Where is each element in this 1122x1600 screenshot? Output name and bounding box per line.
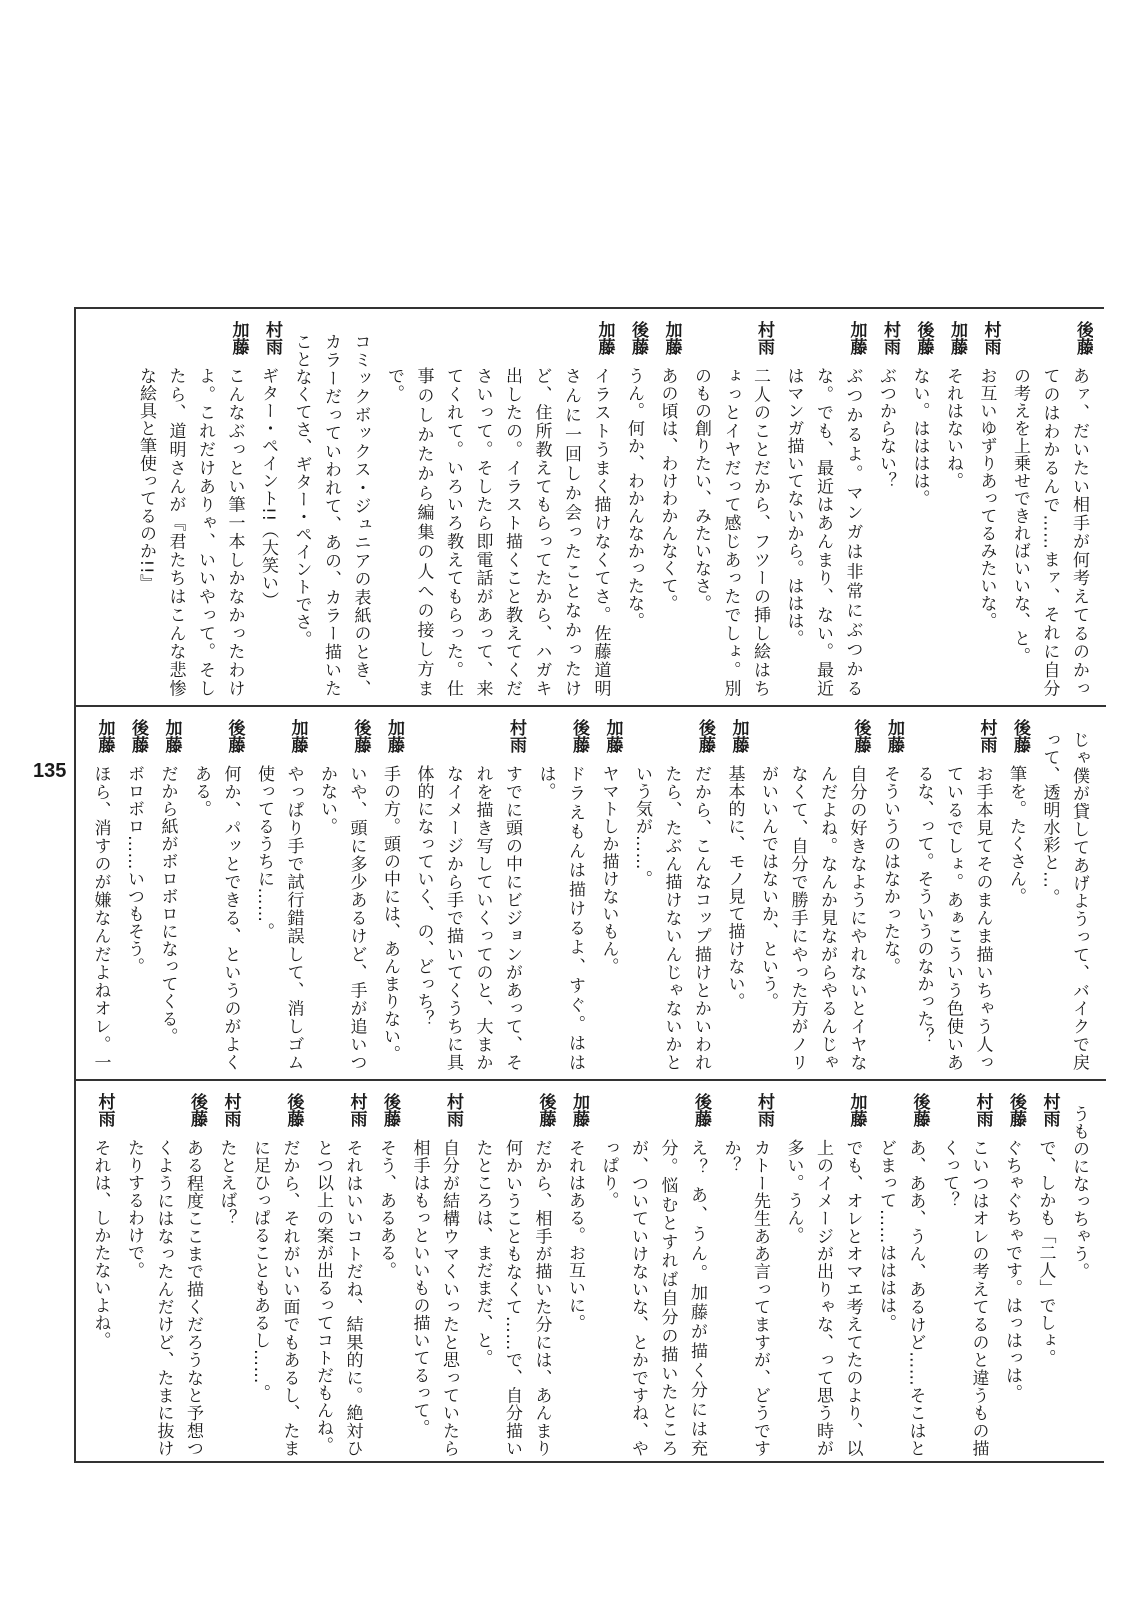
dialogue-turn <box>560 1093 590 1457</box>
speaker-name: 加藤 <box>384 719 404 753</box>
dialogue-text: ボロボロ……いつもそう。 <box>124 765 144 975</box>
dialogue-turn <box>1034 719 1093 1071</box>
dialogue-turn <box>652 321 682 697</box>
speaker-name: 村雨 <box>94 1093 115 1127</box>
speaker-name: 後藤 <box>1073 321 1093 355</box>
dialogue-turn <box>119 1093 208 1457</box>
dialogue-text: だから、相手が描いた分には、あんまり何かいうこともなくて……で、自分描いたところは、まだまだ、と。 <box>472 1139 552 1457</box>
dialogue-text: コミックボックス・ジュニアの表紙のとき、カラーだっていわれて、あの、カラー描いたことなくてさ、ギター・ペイントでさ。 <box>291 333 371 697</box>
speaker-name: 加藤 <box>846 321 867 355</box>
dialogue-text: ある程度ここまで描くだろうなと予想つくようにはなったんだけど、たまに抜けたりするわけで。 <box>124 1139 203 1457</box>
speaker-name: 村雨 <box>506 719 526 753</box>
speaker-name: 後藤 <box>283 1093 304 1127</box>
speaker-name: 後藤 <box>1010 719 1030 753</box>
dialogue-text: やっぱり手で試行錯誤して、消しゴム使ってるうちに……。 <box>254 765 304 1071</box>
speaker-name: 村雨 <box>220 1093 241 1127</box>
dialogue-text: ぶつかるよ。マンガは非常にぶつかるな。でも、最近はあんまり、ない。最近はマンガ描いてないから。ははは。 <box>783 367 863 697</box>
dialogue-turn <box>253 321 283 697</box>
page-number: 135 <box>33 760 67 782</box>
speaker-name: 加藤 <box>287 719 308 753</box>
dialogue-text: それは、しかたないよね。 <box>90 1139 111 1349</box>
speaker-name: 後藤 <box>224 719 245 753</box>
dialogue-text: そういうのはなかったな。 <box>880 765 900 975</box>
speaker-name: 村雨 <box>346 1093 367 1127</box>
speaker-name: 後藤 <box>1006 1093 1026 1127</box>
dialogue-text: 二人のことだから、フツーの挿し絵はちょっとイヤだって感じあったでしょ。別のもの創りたい、みたいなさ。 <box>691 367 770 697</box>
speaker-name: 後藤 <box>695 719 715 753</box>
dialogue-text: あァ、だいたい相手が何考えてるのかってのはわかるんで……まァ、それに自分の考えを上乗せできればいいな、と。 <box>1010 367 1089 697</box>
speaker-name: 後藤 <box>187 1093 207 1127</box>
dialogue-text: で、しかも「二人」でしょ。 <box>1035 1139 1056 1367</box>
speaker-name: 後藤 <box>628 321 648 355</box>
tier-divider <box>76 1079 1106 1081</box>
dialogue-turn <box>997 1093 1027 1457</box>
dialogue-text: ギター・ペイント!!（大笑い） <box>258 367 278 610</box>
speaker-name: 後藤 <box>909 1093 930 1127</box>
dialogue-text: イラストうまく描けなくてさ。佐藤道明さんに一回しか会ったことなかったけど、住所教えてもらってたから、ハガキ出したの。イラスト描くこと教えてくださいって。そしたら即電話があって、来てくれて。いろいろ教えてもらった。仕事のしかたから編集の人への接し方まで。 <box>384 367 611 697</box>
speaker-name: 加藤 <box>884 719 904 753</box>
dialogue-turn <box>1064 1093 1094 1457</box>
dialogue-turn <box>1001 719 1031 1071</box>
dialogue-turn <box>88 1093 115 1457</box>
dialogue-text: じゃ僕が貸してあげようって、バイクで戻って、透明水彩と…。 <box>1039 731 1089 1071</box>
dialogue-turn <box>186 719 245 1071</box>
speaker-name: 加藤 <box>947 321 967 355</box>
speaker-name: 加藤 <box>94 719 115 753</box>
dialogue-turn <box>467 1093 556 1457</box>
speaker-name: 後藤 <box>128 719 148 753</box>
dialogue-turn <box>627 719 716 1071</box>
dialogue-turn <box>249 719 308 1071</box>
speaker-name: 後藤 <box>350 719 371 753</box>
dialogue-turn <box>1005 321 1094 697</box>
dialogue-text: お互いゆずりあってるみたいな。 <box>976 367 997 630</box>
dialogue-turn <box>778 321 867 697</box>
dialogue-text: ない。はははは。 <box>909 367 930 507</box>
dialogue-turn <box>875 719 905 1071</box>
speaker-name: 後藤 <box>850 719 871 753</box>
tier-3 <box>88 1093 1093 1457</box>
dialogue-text: 自分の好きなようにやれないとイヤなんだよね。なんか見ながらやるんじゃなくて、自分で勝手にやった方がノリがいいんではないか、という。 <box>758 765 867 1071</box>
speaker-name: 後藤 <box>691 1093 711 1127</box>
dialogue-text: お手本見てそのまんま描いちゃう人っているでしょ。あぁこういう色使いあるな、って。そういうのなかった？ <box>913 765 993 1071</box>
speaker-name: 村雨 <box>980 321 1001 355</box>
dialogue-turn <box>971 321 1001 697</box>
dialogue-text: たとえば？ <box>216 1139 237 1227</box>
dialogue-turn <box>871 321 901 697</box>
dialogue-text: それはないね。 <box>943 367 963 490</box>
dialogue-turn <box>119 719 149 1071</box>
dialogue-turn <box>308 1093 367 1457</box>
tier-divider <box>76 705 1106 707</box>
dialogue-text: こいつはオレの考えてるのと違うもの描くって？ <box>939 1139 989 1457</box>
dialogue-text: ぶつからない？ <box>876 367 896 490</box>
dialogue-turn <box>408 719 526 1071</box>
speaker-name: 加藤 <box>846 1093 867 1127</box>
dialogue-text: カトー先生ああ言ってますが、どうですか？ <box>720 1139 770 1457</box>
speaker-name: 加藤 <box>161 719 182 753</box>
interview-frame <box>74 307 1104 1463</box>
dialogue-turn <box>778 1093 867 1457</box>
dialogue-turn <box>753 719 871 1071</box>
dialogue-text: 筆を。たくさん。 <box>1006 765 1026 905</box>
dialogue-text: うん。何か、わかんなかったな。 <box>624 367 644 630</box>
dialogue-text: 手の方。頭の中には、あんまりない。 <box>380 765 400 1063</box>
dialogue-text: 自分が結構ウマくいったと思っていたら相手はもっといいもの描いてるって。 <box>409 1139 459 1457</box>
speaker-name: 加藤 <box>661 321 682 355</box>
dialogue-turn <box>938 321 968 697</box>
dialogue-turn <box>245 1093 304 1457</box>
dialogue-turn <box>593 1093 711 1457</box>
dialogue-turn <box>715 1093 774 1457</box>
dialogue-turn <box>719 719 749 1071</box>
speaker-name: 加藤 <box>569 1093 589 1127</box>
dialogue-text: あ、ああ、うん、あるけど……そこはとどまって……はははは。 <box>876 1139 926 1457</box>
dialogue-turn <box>211 1093 241 1457</box>
speaker-name: 村雨 <box>976 719 997 753</box>
dialogue-text: だから、こんなコップ描けとかいわれたら、たぶん描けないんじゃないかという気が……。 <box>632 765 711 1071</box>
dialogue-text: 基本的に、モノ見て描けない。 <box>724 765 745 1010</box>
dialogue-text: ヤマトしか描けないもん。 <box>598 765 619 975</box>
dialogue-turn <box>286 321 375 697</box>
dialogue-turn <box>904 321 934 697</box>
dialogue-text: うものになっちゃう。 <box>1069 1105 1089 1280</box>
speaker-name: 村雨 <box>880 321 900 355</box>
dialogue-turn <box>686 321 775 697</box>
speaker-name: 村雨 <box>754 1093 774 1127</box>
speaker-name: 加藤 <box>594 321 615 355</box>
speaker-name: 村雨 <box>443 1093 463 1127</box>
speaker-name: 後藤 <box>913 321 934 355</box>
speaker-name: 後藤 <box>569 719 589 753</box>
dialogue-text: それはいいコトだね、結果的に。絶対ひとつ以上の案が出るってコトだもんね。 <box>313 1139 363 1457</box>
speaker-name: 村雨 <box>972 1093 993 1127</box>
dialogue-turn <box>404 1093 463 1457</box>
dialogue-text: そう、あるある。 <box>376 1139 396 1279</box>
speaker-name: 加藤 <box>228 321 249 355</box>
dialogue-turn <box>88 719 115 1071</box>
speaker-name: 加藤 <box>602 719 623 753</box>
dialogue-text: ドラえもんは描けるよ、すぐ。ははは。 <box>535 765 585 1071</box>
dialogue-text: ぐちゃぐちゃです。はっはっは。 <box>1002 1139 1022 1402</box>
speaker-name: 村雨 <box>262 321 282 355</box>
dialogue-turn <box>934 1093 993 1457</box>
dialogue-text: だから、それがいい面でもあるし、たまに足ひっぱることもあるし……。 <box>250 1139 300 1457</box>
dialogue-text: だから紙がボロボロになってくる。 <box>157 765 178 1045</box>
dialogue-text: でも、オレとオマエ考えてたのより、以上のイメージが出りゃな、って思う時が多い。うん。 <box>783 1139 863 1457</box>
dialogue-turn <box>871 1093 930 1457</box>
dialogue-text: ほら、消すのが嫌なんだよねオレ。一 <box>90 765 111 1071</box>
dialogue-text: こんなぶっとい筆一本しかなかったわけよ。これだけありゃ、いいやって。そしたら、道明さんが『君たちはこんな悲惨な絵具と筆使ってるのか!!』 <box>136 367 245 697</box>
speaker-name: 後藤 <box>380 1093 400 1127</box>
dialogue-text: あの頃は、わけわかんなくて。 <box>657 367 678 612</box>
dialogue-text: それはある。お互いに。 <box>565 1139 585 1332</box>
tier-2 <box>88 719 1093 1071</box>
speaker-name: 加藤 <box>728 719 749 753</box>
speaker-name: 村雨 <box>1039 1093 1060 1127</box>
dialogue-text: いや、頭に多少あるけど、手が追いつかない。 <box>317 765 367 1071</box>
dialogue-text: すでに頭の中にビジョンがあって、それを描き写していくってのと、大まかなイメージから手で描いてくうちに具体的になっていく、の、どっち？ <box>413 765 522 1071</box>
dialogue-turn <box>530 719 589 1071</box>
dialogue-turn <box>1030 1093 1060 1457</box>
speaker-name: 後藤 <box>535 1093 556 1127</box>
dialogue-turn <box>152 719 182 1071</box>
dialogue-turn <box>593 719 623 1071</box>
tier-1 <box>88 321 1093 697</box>
dialogue-text: 何か、パッとできる、というのがよくある。 <box>191 765 241 1071</box>
speaker-name: 村雨 <box>754 321 774 355</box>
dialogue-turn <box>312 719 371 1071</box>
dialogue-turn <box>379 321 615 697</box>
dialogue-turn <box>371 1093 401 1457</box>
dialogue-turn <box>908 719 997 1071</box>
dialogue-turn <box>619 321 649 697</box>
dialogue-turn <box>131 321 249 697</box>
dialogue-text: え？ あ、うん。加藤が描く分には充分。悩むとすれば自分の描いたところが、ついていけないな、とかですね、やっぱり。 <box>598 1139 707 1457</box>
dialogue-turn <box>375 719 405 1071</box>
